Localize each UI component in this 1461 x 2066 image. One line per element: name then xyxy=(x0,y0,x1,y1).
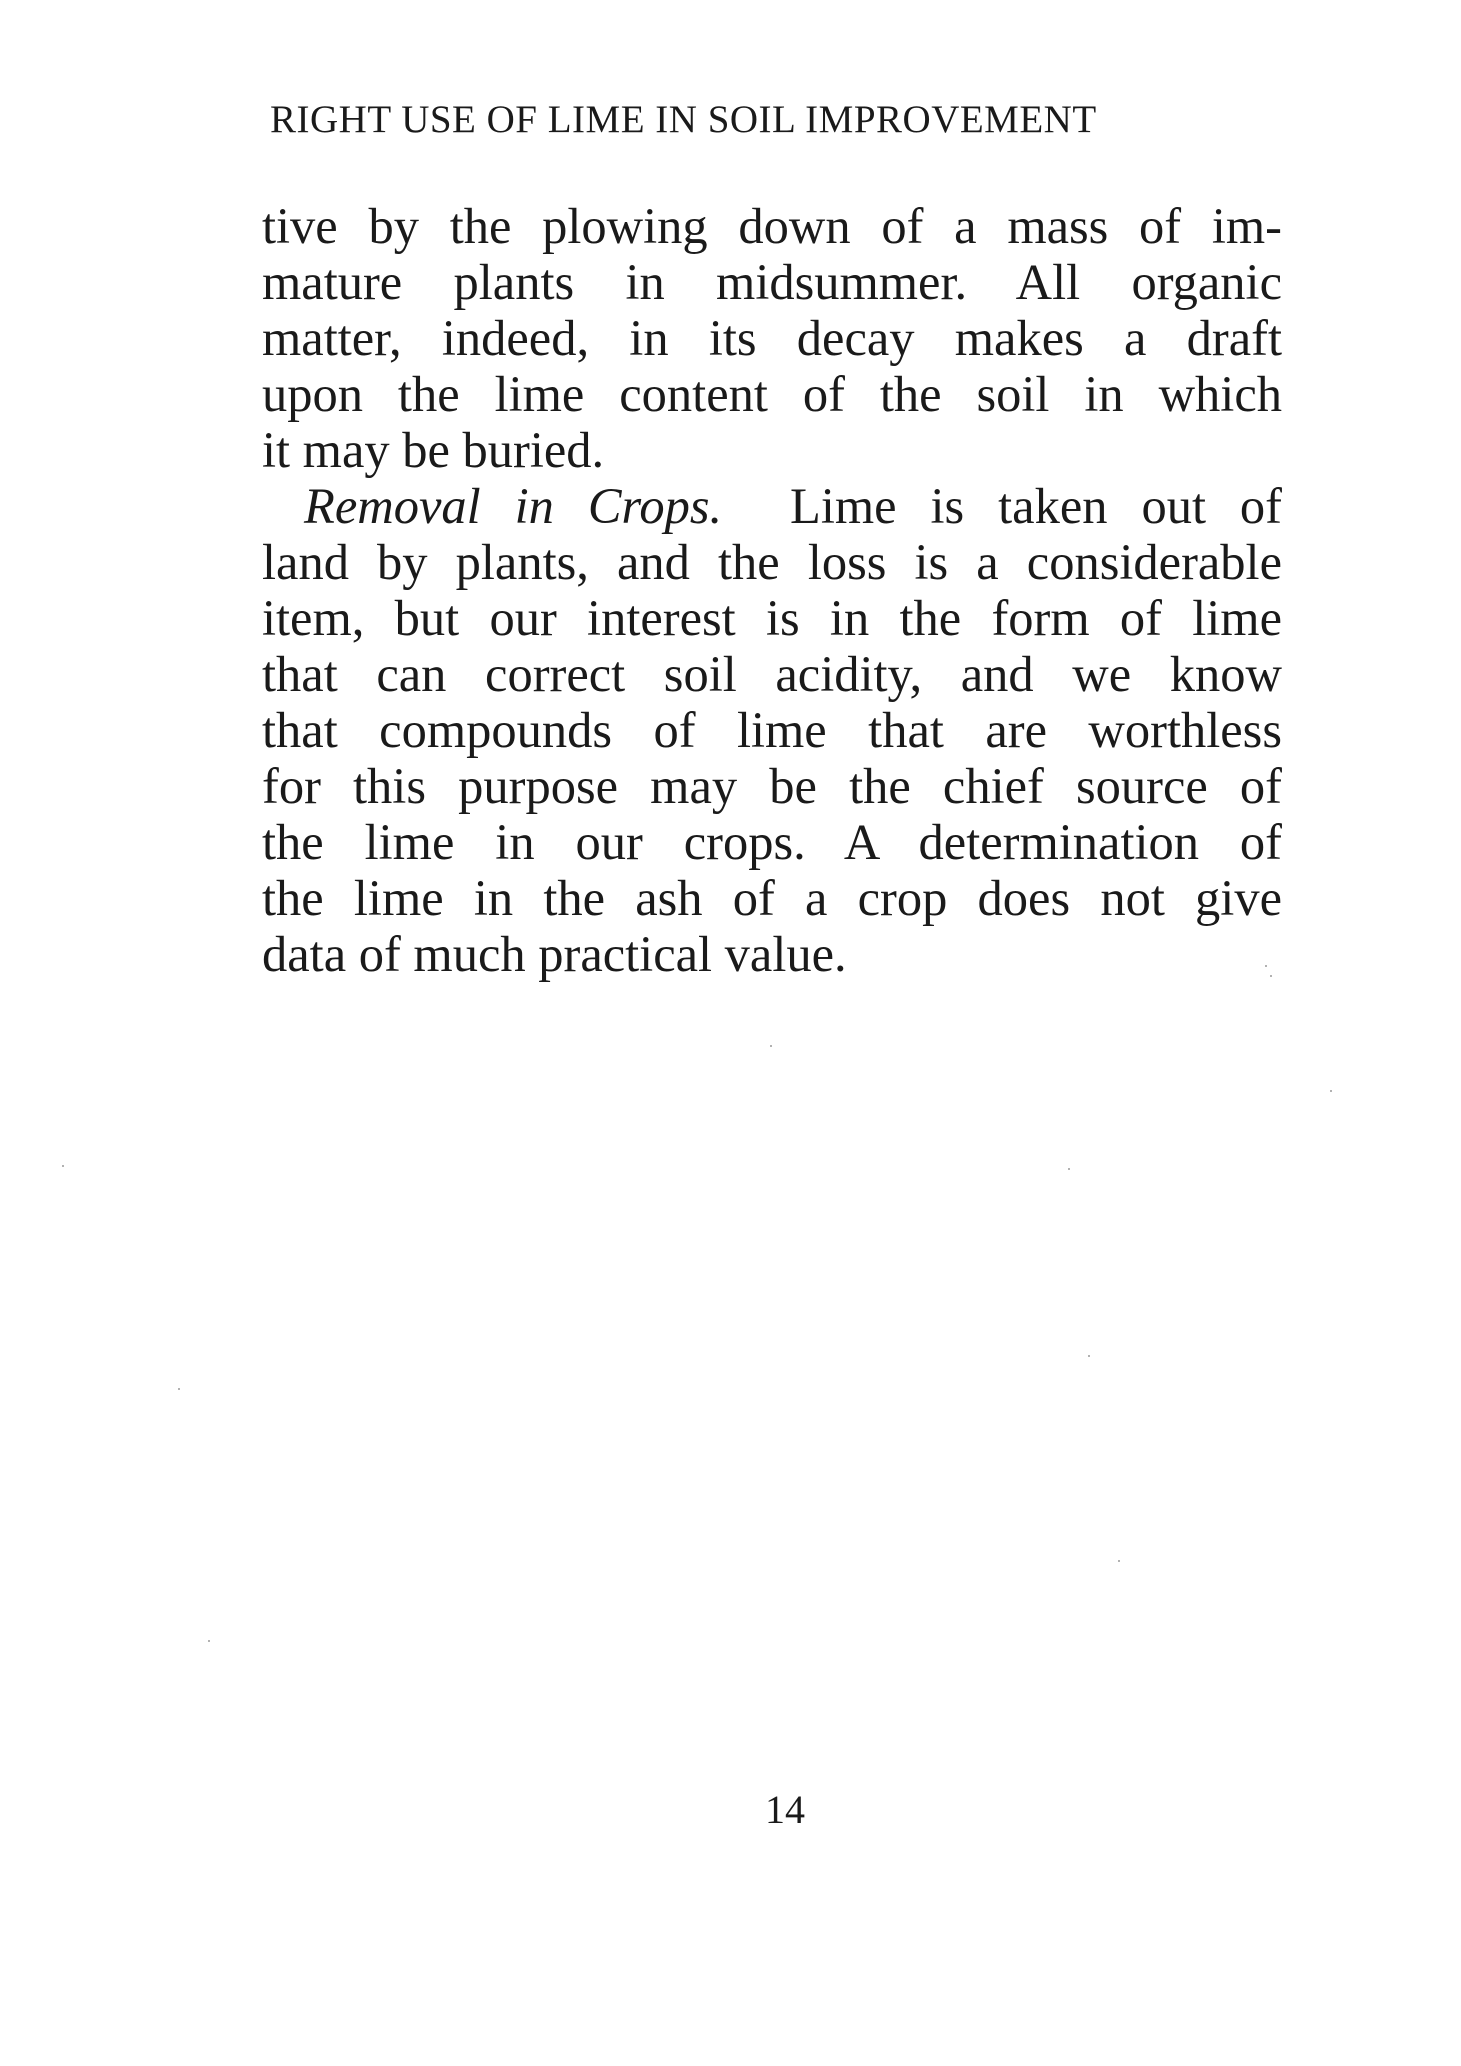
paper-speck xyxy=(1088,1355,1090,1357)
text-line: for this purpose may be the chief source of xyxy=(262,758,1282,814)
text-line: land by plants, and the loss is a considerable xyxy=(262,534,1282,590)
text-line-rest xyxy=(722,478,790,534)
text-line: matter, indeed, in its decay makes a draft xyxy=(262,310,1282,366)
text-line: item, but our interest is in the form of lime xyxy=(262,590,1282,646)
paper-speck xyxy=(1118,1560,1120,1562)
text-line: data of much practical value. xyxy=(262,926,847,982)
running-head: RIGHT USE OF LIME IN SOIL IMPROVEMENT xyxy=(270,98,1097,141)
paper-speck xyxy=(1068,1168,1070,1170)
paper-speck xyxy=(1270,975,1272,977)
paper-speck xyxy=(1265,965,1267,967)
section-title: Removal in Crops. xyxy=(304,478,723,534)
paper-speck xyxy=(62,1165,64,1167)
text-line: that can correct soil acidity, and we know xyxy=(262,646,1282,702)
page-number: 14 xyxy=(765,1787,805,1832)
text-line: the lime in our crops. A determination of xyxy=(262,814,1282,870)
paragraph xyxy=(262,478,1282,982)
text-line: upon the lime content of the soil in which xyxy=(262,366,1282,422)
text-line xyxy=(262,478,1282,534)
paper-speck xyxy=(1330,1090,1332,1092)
text-line-rest: Lime is taken out of xyxy=(790,478,1283,534)
paragraph xyxy=(262,198,1282,478)
text-line: mature plants in midsummer. All organic xyxy=(262,254,1282,310)
text-line: tive by the plowing down of a mass of im- xyxy=(262,198,1282,254)
text-line: the lime in the ash of a crop does not give xyxy=(262,870,1282,926)
paper-speck xyxy=(770,1045,772,1047)
body-text xyxy=(262,198,1282,982)
paper-speck xyxy=(178,1388,180,1390)
text-line: it may be buried. xyxy=(262,422,605,478)
text-line: that compounds of lime that are worthless xyxy=(262,702,1282,758)
paper-speck xyxy=(208,1640,210,1642)
